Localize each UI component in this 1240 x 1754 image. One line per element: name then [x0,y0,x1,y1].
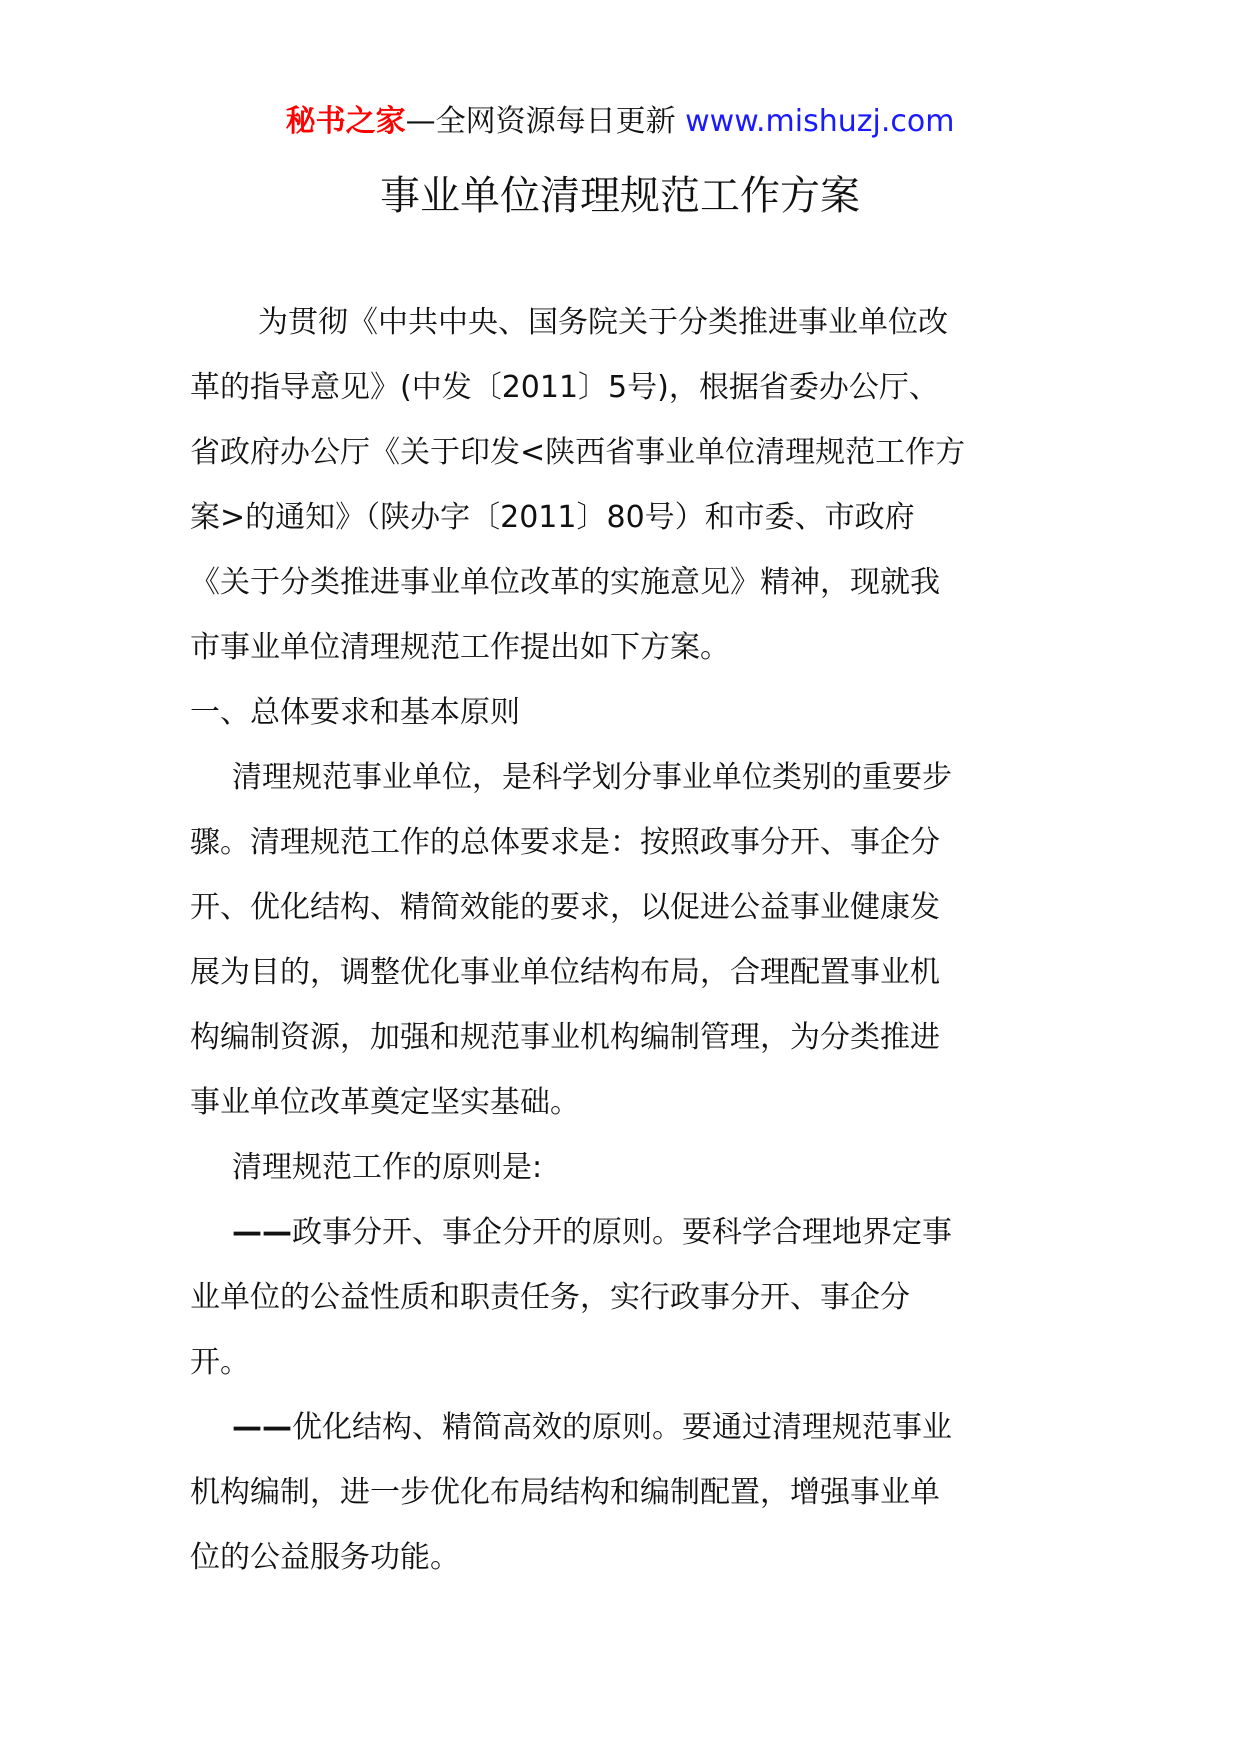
principle-text: 优化结构、精简高效的原则。要通过清理规范事业 [292,1410,952,1445]
header-tagline: —全网资源每日更新 [405,104,676,139]
body-line: 机构编制，进一步优化布局结构和编制配置，增强事业单 [190,1475,940,1510]
body-line: 案>的通知》（陕办字〔2011〕80号）和市委、市政府 [190,500,915,535]
section-heading: 一、总体要求和基本原则 [190,695,520,730]
principle-line [190,1200,1060,1265]
em-dash: —— [232,1215,292,1250]
body-line: 骤。清理规范工作的总体要求是：按照政事分开、事企分 [190,825,940,860]
body-line: 为贯彻《中共中央、国务院关于分类推进事业单位改 [258,305,948,340]
em-dash: —— [232,1410,292,1445]
site-url-link[interactable]: www.mishuzj.com [685,104,955,139]
body-line: 开。 [190,1345,250,1380]
brand-name: 秘书之家 [285,104,406,139]
body-line: 业单位的公益性质和职责任务，实行政事分开、事企分 [190,1280,910,1315]
site-header [0,100,1240,144]
body-line: 《关于分类推进事业单位改革的实施意见》精神，现就我 [190,565,940,600]
body-line: 开、优化结构、精简效能的要求，以促进公益事业健康发 [190,890,940,925]
body-line: 构编制资源，加强和规范事业机构编制管理，为分类推进 [190,1020,940,1055]
body-line: 革的指导意见》(中发〔2011〕5号)，根据省委办公厅、 [190,370,939,405]
document-title: 事业单位清理规范工作方案 [380,173,860,219]
principles-intro: 清理规范工作的原则是: [232,1150,543,1185]
body-line: 展为目的，调整优化事业单位结构布局，合理配置事业机 [190,955,940,990]
document-body [190,290,1060,1590]
body-line: 位的公益服务功能。 [190,1540,460,1575]
principle-text: 政事分开、事企分开的原则。要科学合理地界定事 [292,1215,952,1250]
principle-line [190,1395,1060,1460]
body-line: 省政府办公厅《关于印发<陕西省事业单位清理规范工作方 [190,435,966,470]
body-line: 市事业单位清理规范工作提出如下方案。 [190,630,730,665]
body-line: 清理规范事业单位，是科学划分事业单位类别的重要步 [232,760,952,795]
body-line: 事业单位改革奠定坚实基础。 [190,1085,580,1120]
